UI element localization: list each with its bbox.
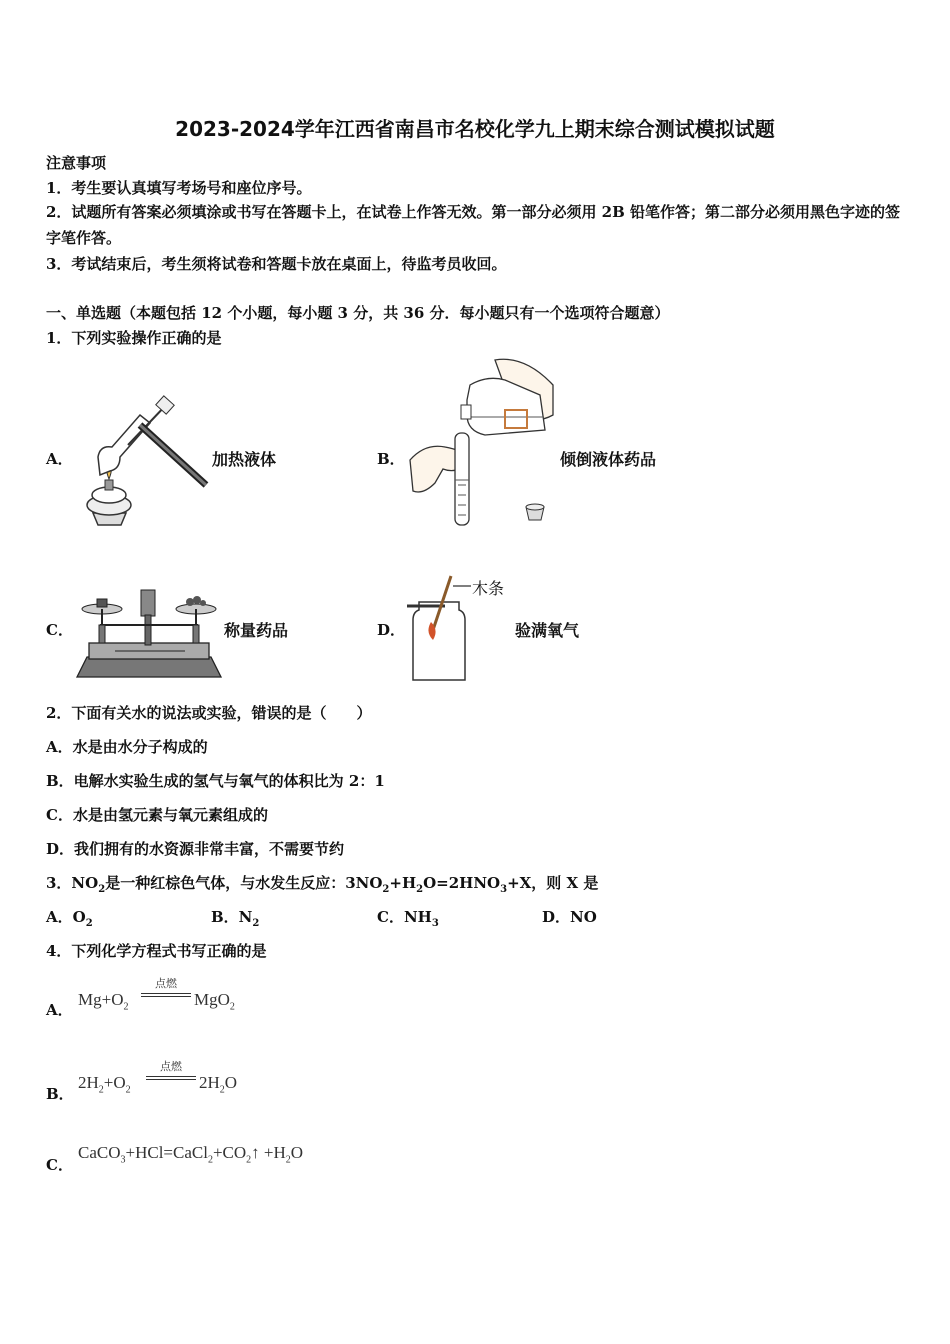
q1-option-a-label: A．: [46, 450, 73, 468]
section-heading: 一、单选题（本题包括 12 个小题，每小题 3 分，共 36 分．每小题只有一个选项符合题意）: [46, 304, 670, 322]
q1-option-b-caption: 倾倒液体药品: [560, 450, 657, 469]
q3-option-d: D．NO: [542, 908, 597, 926]
q4-option-a-condition: 点燃: [155, 977, 177, 990]
notice-item-1: 1．考生要认真填写考场号和座位序号。: [46, 179, 312, 197]
q4-stem: 4．下列化学方程式书写正确的是: [46, 942, 267, 960]
q1-stem: 1．下列实验操作正确的是: [46, 329, 222, 347]
notice-item-3: 3．考试结束后，考生须将试卷和答题卡放在桌面上，待监考员收回。: [46, 255, 507, 273]
q4-option-b-left: $2H_2+O_2$: [78, 1073, 131, 1096]
wood-stick-label: 木条: [472, 579, 505, 598]
q3-stem: 3．$NO_2$是一种红棕色气体，与水发生反应：$3NO_2+H_2O=2HNO_3+X$，则 X 是: [46, 874, 599, 895]
notice-item-2: 2．试题所有答案必须填涂或书写在答题卡上，在试卷上作答无效。第一部分必须用 2B 铅笔作答；第二部分必须用黑色字迹的签字笔作答。: [46, 203, 901, 247]
q2-stem: 2．下面有关水的说法或实验，错误的是（ ）: [46, 704, 372, 722]
q4-option-c-label: C．: [46, 1156, 73, 1174]
page-title: 2023-2024学年江西省南昌市名校化学九上期末综合测试模拟试题: [175, 117, 775, 141]
q1-option-b-label: B．: [377, 450, 405, 468]
q1-option-c-label: C．: [46, 621, 73, 639]
q3-option-c: C．$NH_3$: [377, 908, 439, 929]
notice-heading: 注意事项: [46, 154, 107, 172]
pouring-liquid-figure: [405, 355, 560, 530]
q4-option-a-label: A．: [46, 1001, 73, 1019]
q4-option-a-left: $Mg+O_2$: [78, 990, 129, 1013]
q4-option-a-equals: [141, 993, 191, 997]
q4-option-b-condition: 点燃: [160, 1060, 182, 1073]
q4-option-b-right: $2H_2O$: [199, 1073, 238, 1096]
q4-option-b-equals: [146, 1076, 196, 1080]
q2-option-c: C．水是由氢元素与氧元素组成的: [46, 806, 268, 824]
q1-option-a-caption: 加热液体: [212, 450, 277, 469]
q2-option-d: D．我们拥有的水资源非常丰富，不需要节约: [46, 840, 345, 858]
heating-liquid-figure: [78, 395, 210, 527]
q4-option-a-right: MgO$_2$: [194, 990, 235, 1013]
oxygen-test-figure: [405, 572, 475, 684]
weighing-balance-figure: [75, 585, 223, 680]
q1-option-d-caption: 验满氧气: [515, 621, 580, 640]
q1-option-c-caption: 称量药品: [224, 621, 289, 640]
q4-option-c-equation: $CaCO_3+HCl=CaCl_2+CO_2↑ +H_2O$: [78, 1143, 304, 1166]
q1-option-d-label: D．: [377, 621, 406, 639]
q3-option-b: B．$N_2$: [211, 908, 260, 929]
q2-option-a: A．水是由水分子构成的: [46, 738, 208, 756]
q4-option-b-label: B．: [46, 1085, 74, 1103]
q2-option-b: B．电解水实验生成的氢气与氧气的体积比为 2：1: [46, 772, 385, 790]
q3-option-a: A．$O_2$: [46, 908, 93, 929]
